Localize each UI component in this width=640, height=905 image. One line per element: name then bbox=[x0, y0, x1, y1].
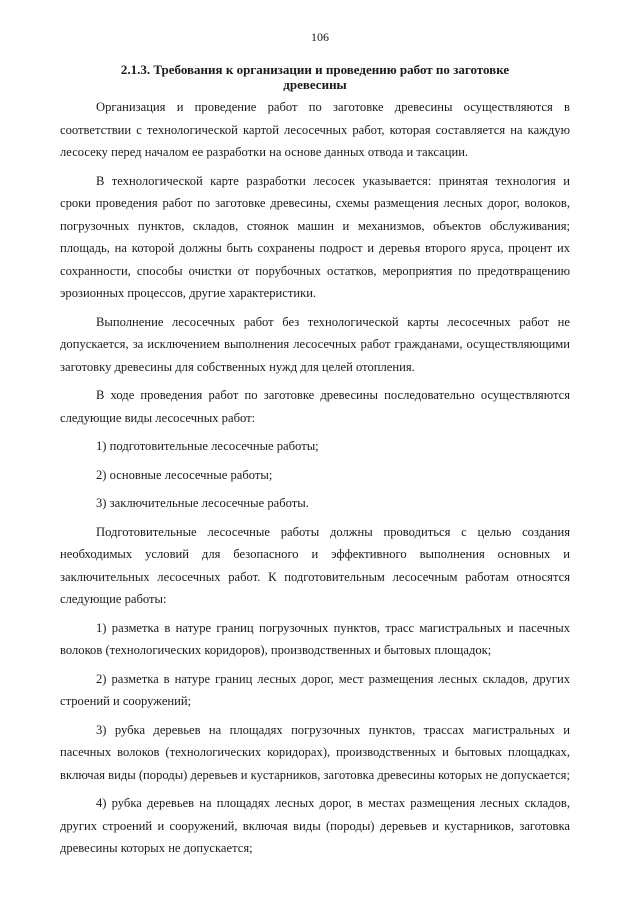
section-heading-line-2: древесины bbox=[283, 77, 347, 92]
paragraph-work-types-intro: В ходе проведения работ по заготовке древесины последовательно осуществляются следующие виды лесосечных работ: bbox=[60, 388, 570, 425]
list-item-felling-road-areas: 4) рубка деревьев на площадях лесных дорог, в местах размещения лесных складов, других строений и сооружений, включая виды (породы) деревьев и кустарников, заготовка древесины которых не допускается; bbox=[60, 796, 570, 855]
list-item-marking-roads: 2) разметка в натуре границ лесных дорог, мест размещения лесных складов, других строений и сооружений; bbox=[60, 671, 570, 708]
paragraph-intro: Организация и проведение работ по заготовке древесины осуществляются в соответствии с технологической картой лесосечных работ, которая составляется на каждую лесосеку перед началом ее разработки на основе данных отвода и таксации. bbox=[60, 100, 570, 159]
list-item-preparatory: 1) подготовительные лесосечные работы; bbox=[96, 439, 319, 453]
section-heading bbox=[60, 62, 570, 92]
list-item-marking-loading-points: 1) разметка в натуре границ погрузочных пунктов, трасс магистральных и пасечных волоков (технологических коридоров), производственных и бытовых площадок; bbox=[60, 620, 570, 657]
list-item-main: 2) основные лесосечные работы; bbox=[96, 467, 273, 482]
list-item-final: 3) заключительные лесосечные работы. bbox=[96, 496, 309, 510]
paragraph-preparatory-works: Подготовительные лесосечные работы должны проводиться с целью создания необходимых условий для безопасного и эффективного выполнения основных и заключительных лесосечных работ. К подготовительным лесосечным работам относятся следующие работы: bbox=[60, 524, 570, 606]
section-heading-line-1: 2.1.3. Требования к организации и проведению работ по заготовке bbox=[120, 62, 510, 77]
paragraph-tech-map-contents: В технологической карте разработки лесосек указывается: принятая технология и сроки проведения работ по заготовке древесины, схемы размещения лесных дорог, волоков, погрузочных пунктов, складов, стоянок машин и механизмов, объектов обслуживания; площадь, на которой должны быть сохранены подрост и деревья второго яруса, процент их сохранности, способы очистки от порубочных остатков, мероприятия по предотвращению эрозионных процессов, другие характеристики. bbox=[60, 173, 570, 300]
list-item-felling-loading-areas: 3) рубка деревьев на площадях погрузочных пунктов, трассах магистральных и пасечных волоков (технологических коридорах), производственных и бытовых площадках, включая виды (породы) деревьев и кустарников, заготовка древесины которых не допускается; bbox=[60, 722, 570, 782]
paragraph-without-map: Выполнение лесосечных работ без технологической карты лесосечных работ не допускается, за исключением выполнения лесосечных работ гражданами, осуществляющими заготовку древесины для собственных нужд для целей отопления. bbox=[60, 314, 570, 374]
page-number: 106 bbox=[311, 30, 329, 44]
body-text bbox=[60, 96, 570, 866]
